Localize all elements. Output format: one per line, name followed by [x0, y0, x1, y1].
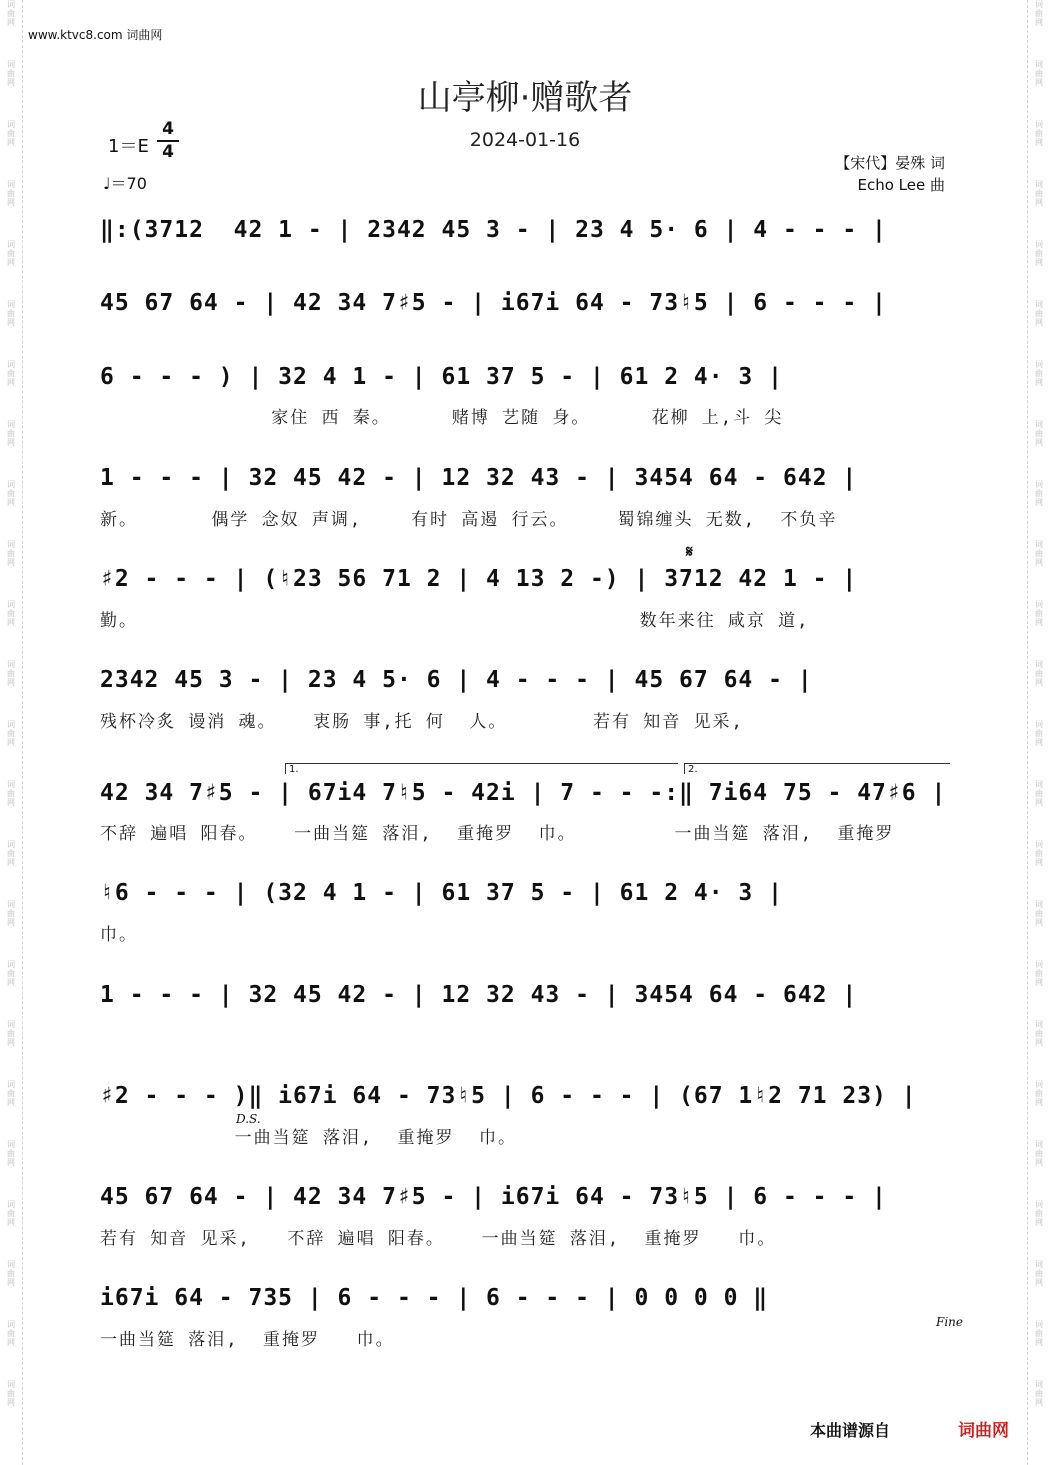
side-watermark-text: 词曲网 — [7, 780, 15, 807]
score-row-7-lyrics: 不辞 遍唱 阳春。 一曲当筵 落泪, 重掩罗 巾。 一曲当筵 落泪, 重掩罗 — [100, 824, 895, 844]
score-row-5-notes: ♯2 - - - | (♮23 56 71 2 | 4 13 2 -) | 3712 42 1 - | — [100, 566, 858, 592]
volta-second-label: 2. — [688, 764, 698, 775]
side-watermark-text: 词曲网 — [7, 600, 15, 627]
score-row-6-lyrics: 残杯冷炙 谩消 魂。 衷肠 事,托 何 人。 若有 知音 见采, — [100, 712, 744, 732]
composer-credit: Echo Lee 曲 — [857, 176, 945, 194]
side-watermark-text: 词曲网 — [1035, 1140, 1043, 1167]
score-row-2-notes: 45 67 64 - | 42 34 7♯5 - | i67i 64 - 73♮5 | 6 - - - | — [100, 290, 887, 316]
side-watermark-text: 词曲网 — [7, 120, 15, 147]
side-watermark-text: 词曲网 — [1035, 780, 1043, 807]
score-row-4-lyrics: 新。 偶学 念奴 声调, 有时 高遏 行云。 蜀锦缠头 无数, 不负辛 — [100, 510, 838, 530]
side-watermark-text: 词曲网 — [7, 420, 15, 447]
score-row-4-notes: 1 - - - | 32 45 42 - | 12 32 43 - | 3454 64 - 642 | — [100, 465, 858, 491]
side-watermark-text: 词曲网 — [1035, 660, 1043, 687]
time-signature-bottom: 4 — [162, 142, 174, 162]
side-watermark-text: 词曲网 — [1035, 1200, 1043, 1227]
score-row-8-notes: ♮6 - - - | (32 4 1 - | 61 37 5 - | 61 2 4· 3 | — [100, 880, 783, 906]
song-title: 山亭柳·赠歌者 — [417, 78, 633, 118]
side-watermark-text: 词曲网 — [1035, 60, 1043, 87]
side-watermark-text: 词曲网 — [7, 1260, 15, 1287]
side-watermark-text: 词曲网 — [7, 1080, 15, 1107]
score-row-12-notes: i67i 64 - 735 | 6 - - - | 6 - - - | 0 0 0 0 ‖ — [100, 1285, 769, 1311]
side-watermark-text: 词曲网 — [1035, 840, 1043, 867]
side-watermark-text: 词曲网 — [7, 480, 15, 507]
side-watermark-text: 词曲网 — [1035, 480, 1043, 507]
score-row-3-notes: 6 - - - ) | 32 4 1 - | 61 37 5 - | 61 2 4· 3 | — [100, 364, 783, 390]
score-row-8-lyrics: 巾。 — [100, 925, 138, 945]
side-watermark-text: 词曲网 — [7, 300, 15, 327]
side-watermark-text: 词曲网 — [1035, 600, 1043, 627]
score-row-10-lyrics: 一曲当筵 落泪, 重掩罗 巾。 — [100, 1128, 517, 1148]
side-watermark-text: 词曲网 — [7, 1380, 15, 1407]
score-row-1-notes: ‖:(3712 42 1 - | 2342 45 3 - | 23 4 5· 6 | 4 - - - | — [100, 217, 887, 243]
volta-bracket-second — [684, 763, 950, 774]
score-row-6-notes: 2342 45 3 - | 23 4 5· 6 | 4 - - - | 45 67 64 - | — [100, 667, 813, 693]
score-row-11-lyrics: 若有 知音 见采, 不辞 遍唱 阳春。 一曲当筵 落泪, 重掩罗 巾。 — [100, 1229, 777, 1249]
side-watermark-text: 词曲网 — [1035, 0, 1043, 27]
side-watermark-text: 词曲网 — [7, 240, 15, 267]
side-watermark-text: 词曲网 — [7, 0, 15, 27]
side-watermark-text: 词曲网 — [7, 60, 15, 87]
side-watermark-text: 词曲网 — [1035, 360, 1043, 387]
fine-marking: Fine — [936, 1315, 963, 1329]
side-watermark-text: 词曲网 — [7, 180, 15, 207]
segno-sign-icon: 𝄋 — [686, 542, 693, 561]
side-watermark-text: 词曲网 — [1035, 900, 1043, 927]
side-watermark-text: 词曲网 — [7, 840, 15, 867]
side-watermark-text: 词曲网 — [7, 660, 15, 687]
side-watermark-text: 词曲网 — [1035, 1260, 1043, 1287]
volta-bracket-first — [285, 763, 678, 774]
side-watermark-text: 词曲网 — [7, 1020, 15, 1047]
side-watermark-text: 词曲网 — [7, 960, 15, 987]
site-url[interactable]: www.ktvc8.com 词曲网 — [28, 28, 163, 42]
score-row-5-lyrics: 勤。 数年来往 咸京 道, — [100, 611, 810, 631]
credits — [835, 152, 945, 196]
side-watermark-text: 词曲网 — [1035, 720, 1043, 747]
side-watermark-text: 词曲网 — [7, 360, 15, 387]
footer-brand-link[interactable]: 词曲网 — [958, 1421, 1009, 1441]
side-watermark-text: 词曲网 — [7, 720, 15, 747]
side-watermark-text: 词曲网 — [7, 1320, 15, 1347]
side-watermark-text: 词曲网 — [1035, 180, 1043, 207]
score-date: 2024-01-16 — [469, 129, 581, 151]
time-signature — [157, 120, 179, 162]
footer-source-label: 本曲谱源自 — [810, 1421, 891, 1440]
score-row-3-lyrics: 家住 西 秦。 赌博 艺随 身。 花柳 上,斗 尖 — [100, 408, 784, 428]
side-watermark-text: 词曲网 — [1035, 300, 1043, 327]
score-row-7-notes: 42 34 7♯5 - | 67i4 7♮5 - 42i | 7 - - -:‖ 7i64 75 - 47♯6 | — [100, 780, 947, 806]
side-watermark-text: 词曲网 — [1035, 240, 1043, 267]
side-watermark-text: 词曲网 — [1035, 540, 1043, 567]
score-row-12-lyrics: 一曲当筵 落泪, 重掩罗 巾。 — [100, 1330, 395, 1350]
tempo-marking: ♩＝70 — [103, 174, 147, 193]
score-row-10-notes: ♯2 - - - )‖ i67i 64 - 73♮5 | 6 - - - | (67 1♮2 71 23) | — [100, 1083, 917, 1109]
volta-first-label: 1. — [289, 764, 299, 775]
side-watermark-text: 词曲网 — [1035, 1380, 1043, 1407]
side-watermark-text: 词曲网 — [1035, 1320, 1043, 1347]
side-watermark-text: 词曲网 — [1035, 420, 1043, 447]
side-watermark-text: 词曲网 — [1035, 120, 1043, 147]
time-signature-top: 4 — [162, 119, 174, 139]
key-signature: 1＝E — [108, 136, 149, 157]
side-watermark-text: 词曲网 — [1035, 960, 1043, 987]
score-row-11-notes: 45 67 64 - | 42 34 7♯5 - | i67i 64 - 73♮5 | 6 - - - | — [100, 1184, 887, 1210]
ds-marking: D.S. — [236, 1112, 261, 1126]
right-watermark-strip — [1027, 0, 1050, 1465]
left-watermark-strip — [0, 0, 23, 1465]
side-watermark-text: 词曲网 — [7, 900, 15, 927]
side-watermark-text: 词曲网 — [7, 1200, 15, 1227]
side-watermark-text: 词曲网 — [1035, 1080, 1043, 1107]
side-watermark-text: 词曲网 — [7, 1140, 15, 1167]
score-row-9-notes: 1 - - - | 32 45 42 - | 12 32 43 - | 3454 64 - 642 | — [100, 982, 858, 1008]
lyricist-credit: 【宋代】晏殊 词 — [835, 154, 945, 172]
side-watermark-text: 词曲网 — [1035, 1020, 1043, 1047]
side-watermark-text: 词曲网 — [7, 540, 15, 567]
